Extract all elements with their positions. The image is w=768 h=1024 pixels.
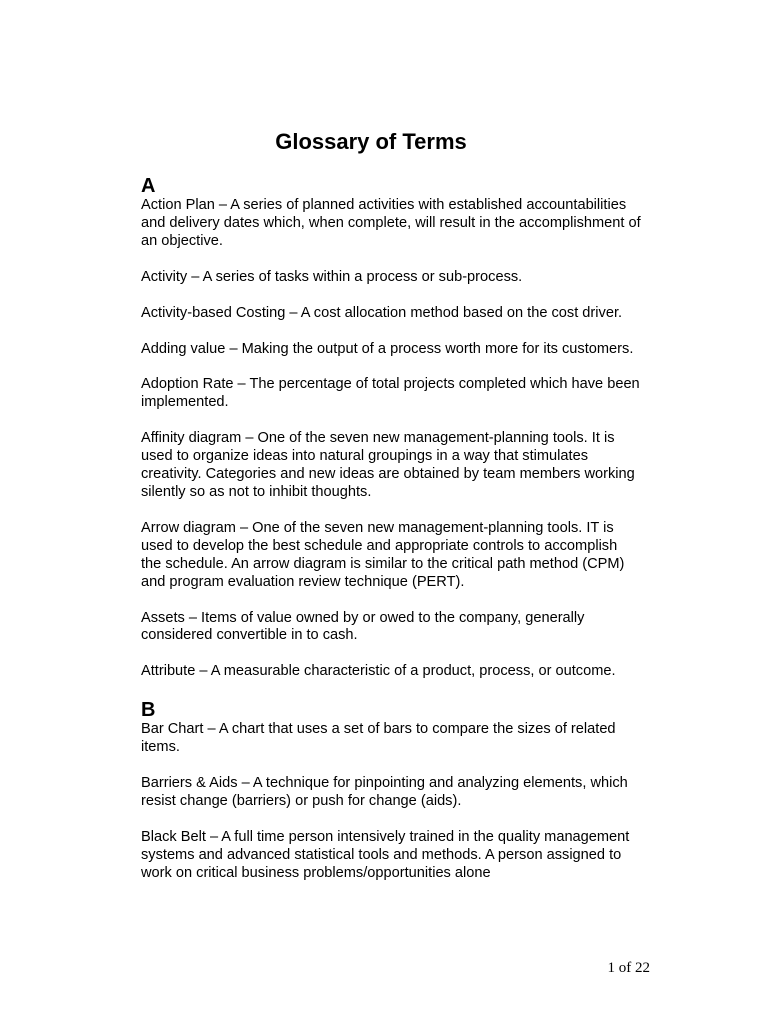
page-number: 1 of 22 <box>607 960 650 976</box>
section-letter-a: A <box>141 175 156 197</box>
section-letter-b: B <box>141 699 156 722</box>
glossary-entry-activity-based-costing: Activity-based Costing – A cost allocation method based on the cost driver. <box>141 304 623 321</box>
glossary-entry-attribute: Attribute – A measurable characteristic of a product, process, or outcome. <box>141 663 616 680</box>
glossary-content <box>141 175 641 901</box>
glossary-entry-assets: Assets – Items of value owned by or owed to the company, generally considered convertible in to cash. <box>141 609 585 644</box>
glossary-entry-adding-value: Adding value – Making the output of a process worth more for its customers. <box>141 340 634 357</box>
glossary-entry-black-belt: Black Belt – A full time person intensively trained in the quality management systems and advanced statistical tools and methods. A person assigned to work on critical business problems/opportunities alone <box>141 828 630 881</box>
glossary-entry-bar-chart: Bar Chart – A chart that uses a set of bars to compare the sizes of related items. <box>141 721 616 756</box>
glossary-entry-barriers-aids: Barriers & Aids – A technique for pinpointing and analyzing elements, which resist change (barriers) or push for change (aids). <box>141 775 628 809</box>
glossary-entry-activity: Activity – A series of tasks within a process or sub-process. <box>141 268 523 285</box>
glossary-entry-action-plan: Action Plan – A series of planned activities with established accountabilities and delivery dates which, when complete, will result in the accomplishment of an objective. <box>141 197 641 249</box>
page-title: Glossary of Terms <box>275 129 467 154</box>
glossary-entry-affinity-diagram: Affinity diagram – One of the seven new management-planning tools. It is used to organize ideas into natural groupings in a way that stimulates creativity. Categories and new ideas are obtained by team members working silently so as not to inhibit thoughts. <box>141 430 635 500</box>
glossary-entry-arrow-diagram: Arrow diagram – One of the seven new management-planning tools. IT is used to develop the best schedule and appropriate controls to accomplish the schedule. An arrow diagram is similar to the critical path method (CPM) and program evaluation review technique (PERT). <box>141 519 625 590</box>
glossary-entry-adoption-rate: Adoption Rate – The percentage of total projects completed which have been implemented. <box>141 376 640 411</box>
